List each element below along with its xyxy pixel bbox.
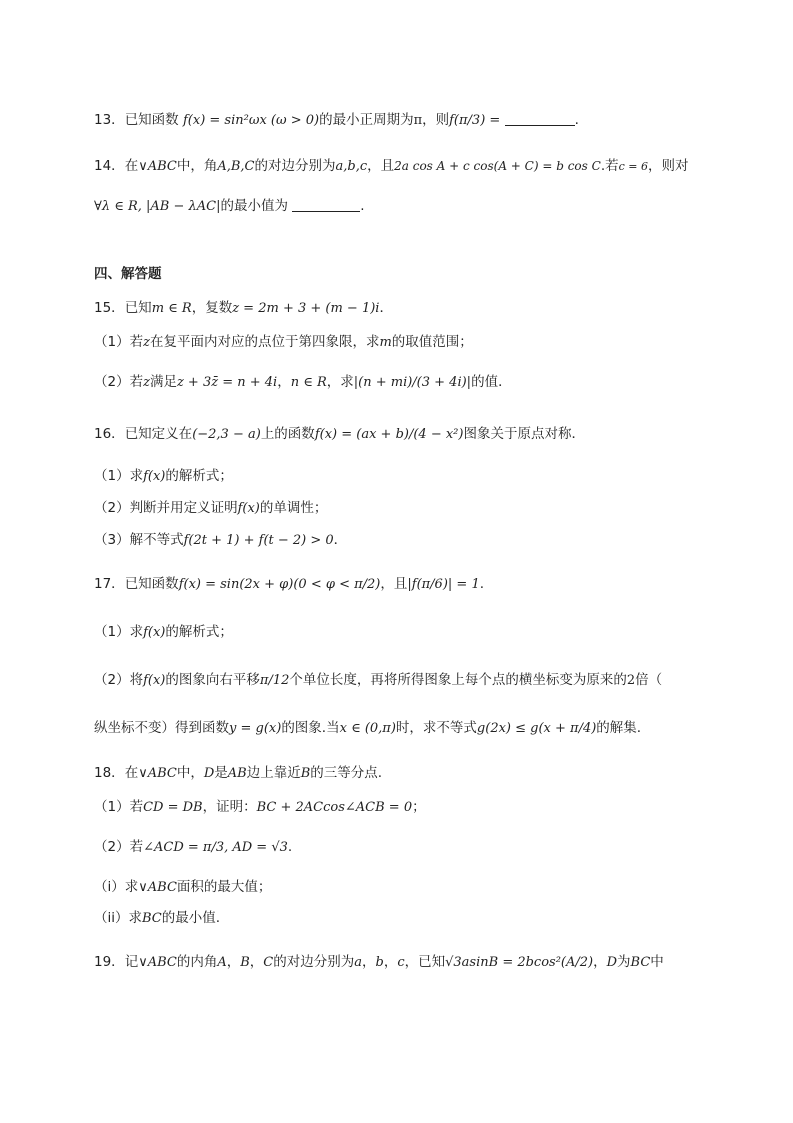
math-expression: ∨ABC bbox=[138, 159, 177, 174]
question-text: 将 bbox=[129, 672, 144, 688]
part-label: （2） bbox=[94, 500, 130, 516]
question-text: ，则 bbox=[422, 112, 450, 128]
question-text: ，已知 bbox=[404, 954, 446, 970]
question-text: 的三等分点. bbox=[310, 765, 383, 781]
math-expression: BC + 2ACcos∠ACB = 0 bbox=[256, 800, 413, 815]
math-expression: CD = DB bbox=[143, 800, 203, 815]
math-expression: z bbox=[143, 335, 150, 350]
math-expression: 2 bbox=[626, 673, 636, 688]
question-text: 纵坐标不变）得到函数 bbox=[94, 720, 229, 736]
question-16-part-1 bbox=[94, 466, 233, 487]
question-15 bbox=[94, 298, 393, 319]
math-expression: f(x) bbox=[237, 501, 260, 516]
question-text: ． bbox=[379, 300, 393, 316]
part-label: （2） bbox=[94, 672, 130, 688]
question-text: 解不等式 bbox=[129, 532, 184, 548]
question-text: 的最小值. bbox=[161, 910, 221, 926]
question-17 bbox=[94, 574, 484, 595]
math-expression: π bbox=[413, 113, 423, 128]
question-text: 若 bbox=[129, 374, 144, 390]
math-expression: b bbox=[375, 955, 384, 970]
question-text: 已知定义在 bbox=[124, 426, 193, 442]
math-expression: ∀λ ∈ R, |AB − λAC| bbox=[94, 199, 221, 214]
math-expression: ∨ABC bbox=[138, 766, 177, 781]
question-16 bbox=[94, 424, 585, 445]
question-text: 判断并用定义证明 bbox=[129, 500, 238, 516]
part-label: （3） bbox=[94, 532, 130, 548]
question-text: . bbox=[574, 112, 579, 128]
math-expression: C bbox=[263, 955, 274, 970]
question-18 bbox=[94, 763, 382, 784]
question-text: 若 bbox=[129, 334, 144, 350]
question-text: ， bbox=[277, 374, 291, 390]
question-text: ，证明： bbox=[202, 799, 257, 815]
question-text: ； bbox=[412, 799, 426, 815]
question-text: 已知函数 bbox=[124, 112, 179, 128]
question-text: 的取值范围； bbox=[391, 334, 473, 350]
math-expression: c bbox=[397, 955, 405, 970]
question-number: 19． bbox=[94, 954, 125, 970]
part-label: （1） bbox=[94, 334, 130, 350]
math-expression: z + 3z̄ = n + 4i bbox=[176, 375, 278, 390]
math-expression: f(x) = sin(2x + φ)(0 < φ < π/2) bbox=[178, 577, 381, 592]
question-text: 若 bbox=[129, 839, 144, 855]
math-expression: ∨ABC bbox=[138, 955, 177, 970]
math-expression: m bbox=[379, 335, 392, 350]
math-expression: ∠ACD = π/3, AD = √3 bbox=[143, 840, 288, 855]
question-text: 的对边分别为 bbox=[254, 158, 336, 174]
question-text: 边上靠近 bbox=[246, 765, 301, 781]
question-text: 的图象向右平移 bbox=[165, 672, 260, 688]
math-expression: A bbox=[217, 955, 227, 970]
part-label: （i） bbox=[94, 879, 125, 895]
question-18-part-2 bbox=[94, 837, 292, 858]
question-text: ，且 bbox=[367, 158, 395, 174]
question-text: ，则对 bbox=[647, 158, 689, 174]
question-text: ． bbox=[333, 532, 348, 548]
question-text: 求 bbox=[128, 910, 143, 926]
question-text: 的解集. bbox=[596, 720, 642, 736]
question-text: 的值． bbox=[471, 374, 512, 390]
math-expression: A,B,C bbox=[217, 159, 255, 174]
question-18-part-1 bbox=[94, 797, 426, 818]
question-19 bbox=[94, 952, 664, 973]
question-text: 的单调性； bbox=[259, 500, 328, 516]
question-text: 是 bbox=[214, 765, 228, 781]
question-text: 求 bbox=[129, 468, 144, 484]
question-text: 若 bbox=[129, 799, 144, 815]
part-label: （1） bbox=[94, 799, 130, 815]
math-expression: |f(π/6)| = 1 bbox=[407, 577, 480, 592]
question-text: ， bbox=[383, 954, 398, 970]
math-expression: z = 2m + 3 + (m − 1)i bbox=[232, 301, 380, 316]
question-text: 的解析式； bbox=[165, 468, 233, 484]
question-text: .若 bbox=[600, 158, 619, 174]
question-text: 中，角 bbox=[176, 158, 218, 174]
question-15-part-2 bbox=[94, 372, 512, 393]
math-expression: BC bbox=[142, 911, 162, 926]
math-expression: z bbox=[143, 375, 150, 390]
question-text: 求 bbox=[124, 879, 139, 895]
question-number: 14． bbox=[94, 158, 125, 174]
math-expression: π/12 bbox=[259, 673, 290, 688]
question-text: ， bbox=[226, 954, 241, 970]
question-13 bbox=[94, 110, 579, 131]
math-expression: f(x) bbox=[143, 625, 166, 640]
question-text: 求 bbox=[129, 624, 144, 640]
question-text: 个单位长度，再将所得图象上每个点的横坐标变为原来的 bbox=[289, 672, 627, 688]
answer-blank[interactable] bbox=[505, 111, 575, 126]
part-label: （ii） bbox=[94, 910, 129, 926]
question-text: 倍（ bbox=[635, 672, 663, 688]
question-17-part-1 bbox=[94, 622, 233, 643]
part-label: （2） bbox=[94, 839, 130, 855]
math-expression: D bbox=[203, 766, 215, 781]
math-expression: D bbox=[606, 955, 618, 970]
question-text: 的最小正周期为 bbox=[319, 112, 414, 128]
question-text: 满足 bbox=[149, 374, 177, 390]
math-expression: 2a cos A + c cos(A + C) = b cos C bbox=[394, 159, 601, 173]
math-expression: f(2t + 1) + f(t − 2) > 0 bbox=[183, 533, 334, 548]
math-expression: √3asinB = 2bcos²(A/2) bbox=[445, 955, 594, 970]
answer-blank[interactable] bbox=[292, 197, 360, 212]
question-15-part-1 bbox=[94, 332, 473, 353]
question-text: ， bbox=[593, 954, 607, 970]
question-text: ，复数 bbox=[191, 300, 233, 316]
question-text: 图象关于原点对称． bbox=[463, 426, 585, 442]
math-expression: BC bbox=[630, 955, 651, 970]
math-expression: ∨ABC bbox=[138, 880, 177, 895]
question-text: 的内角 bbox=[176, 954, 218, 970]
math-expression: f(x) bbox=[143, 673, 166, 688]
question-18-subpart-i bbox=[94, 877, 271, 898]
math-expression: a bbox=[354, 955, 363, 970]
question-16-part-2 bbox=[94, 498, 327, 519]
question-text: 在 bbox=[124, 158, 139, 174]
math-expression: B bbox=[240, 955, 250, 970]
question-number: 18． bbox=[94, 765, 125, 781]
question-number: 15． bbox=[94, 300, 125, 316]
math-expression: f(π/3) = bbox=[449, 113, 501, 128]
math-expression: a,b,c bbox=[335, 159, 368, 174]
question-text: 中， bbox=[176, 765, 204, 781]
question-text: ， bbox=[362, 954, 376, 970]
part-label: （1） bbox=[94, 624, 130, 640]
question-text: 上的函数 bbox=[260, 426, 315, 442]
question-number: 13． bbox=[94, 112, 125, 128]
question-text: 中 bbox=[650, 954, 664, 970]
question-text: 时，求不等式 bbox=[395, 720, 477, 736]
question-text: 在复平面内对应的点位于第四象限，求 bbox=[149, 334, 380, 350]
question-16-part-3 bbox=[94, 530, 347, 551]
question-18-subpart-ii bbox=[94, 908, 220, 929]
math-expression: n ∈ R bbox=[290, 375, 327, 390]
question-text: . bbox=[360, 198, 365, 214]
math-expression: y = g(x) bbox=[229, 721, 282, 736]
question-text: 的图象.当 bbox=[281, 720, 340, 736]
question-text: ，求 bbox=[326, 374, 354, 390]
part-label: （2） bbox=[94, 374, 130, 390]
question-text: ，且 bbox=[380, 576, 408, 592]
question-text: ， bbox=[249, 954, 264, 970]
question-number: 16． bbox=[94, 426, 125, 442]
section-heading: 四、解答题 bbox=[94, 266, 162, 282]
question-text: 的解析式； bbox=[165, 624, 233, 640]
question-text: . bbox=[287, 839, 293, 855]
math-expression: AB bbox=[227, 766, 247, 781]
question-text: 记 bbox=[124, 954, 139, 970]
question-number: 17． bbox=[94, 576, 125, 592]
question-14 bbox=[94, 156, 688, 177]
question-text: 的对边分别为 bbox=[273, 954, 355, 970]
question-14-line-2 bbox=[94, 196, 365, 217]
math-expression: m ∈ R bbox=[151, 301, 192, 316]
question-text: 已知 bbox=[124, 300, 152, 316]
question-text: . bbox=[479, 576, 485, 592]
part-label: （1） bbox=[94, 468, 130, 484]
question-text: 在 bbox=[124, 765, 139, 781]
math-expression: B bbox=[300, 766, 311, 781]
math-expression: (−2,3 − a) bbox=[192, 427, 261, 442]
question-text: 的最小值为 bbox=[220, 198, 288, 214]
question-text: 为 bbox=[617, 954, 631, 970]
math-expression: c = 6 bbox=[618, 160, 648, 173]
math-expression: g(2x) ≤ g(x + π/4) bbox=[476, 721, 597, 736]
math-expression: |(n + mi)/(3 + 4i)| bbox=[353, 375, 472, 390]
math-expression: f(x) bbox=[143, 469, 166, 484]
question-17-part-2 bbox=[94, 670, 662, 691]
math-expression: f(x) = sin²ωx (ω > 0) bbox=[182, 113, 320, 128]
question-17-part-2-line-2 bbox=[94, 718, 641, 739]
question-text: 面积的最大值； bbox=[176, 879, 272, 895]
math-expression: f(x) = (ax + b)/(4 − x²) bbox=[314, 427, 464, 442]
question-text: 已知函数 bbox=[124, 576, 179, 592]
math-expression: x ∈ (0,π) bbox=[339, 721, 396, 736]
